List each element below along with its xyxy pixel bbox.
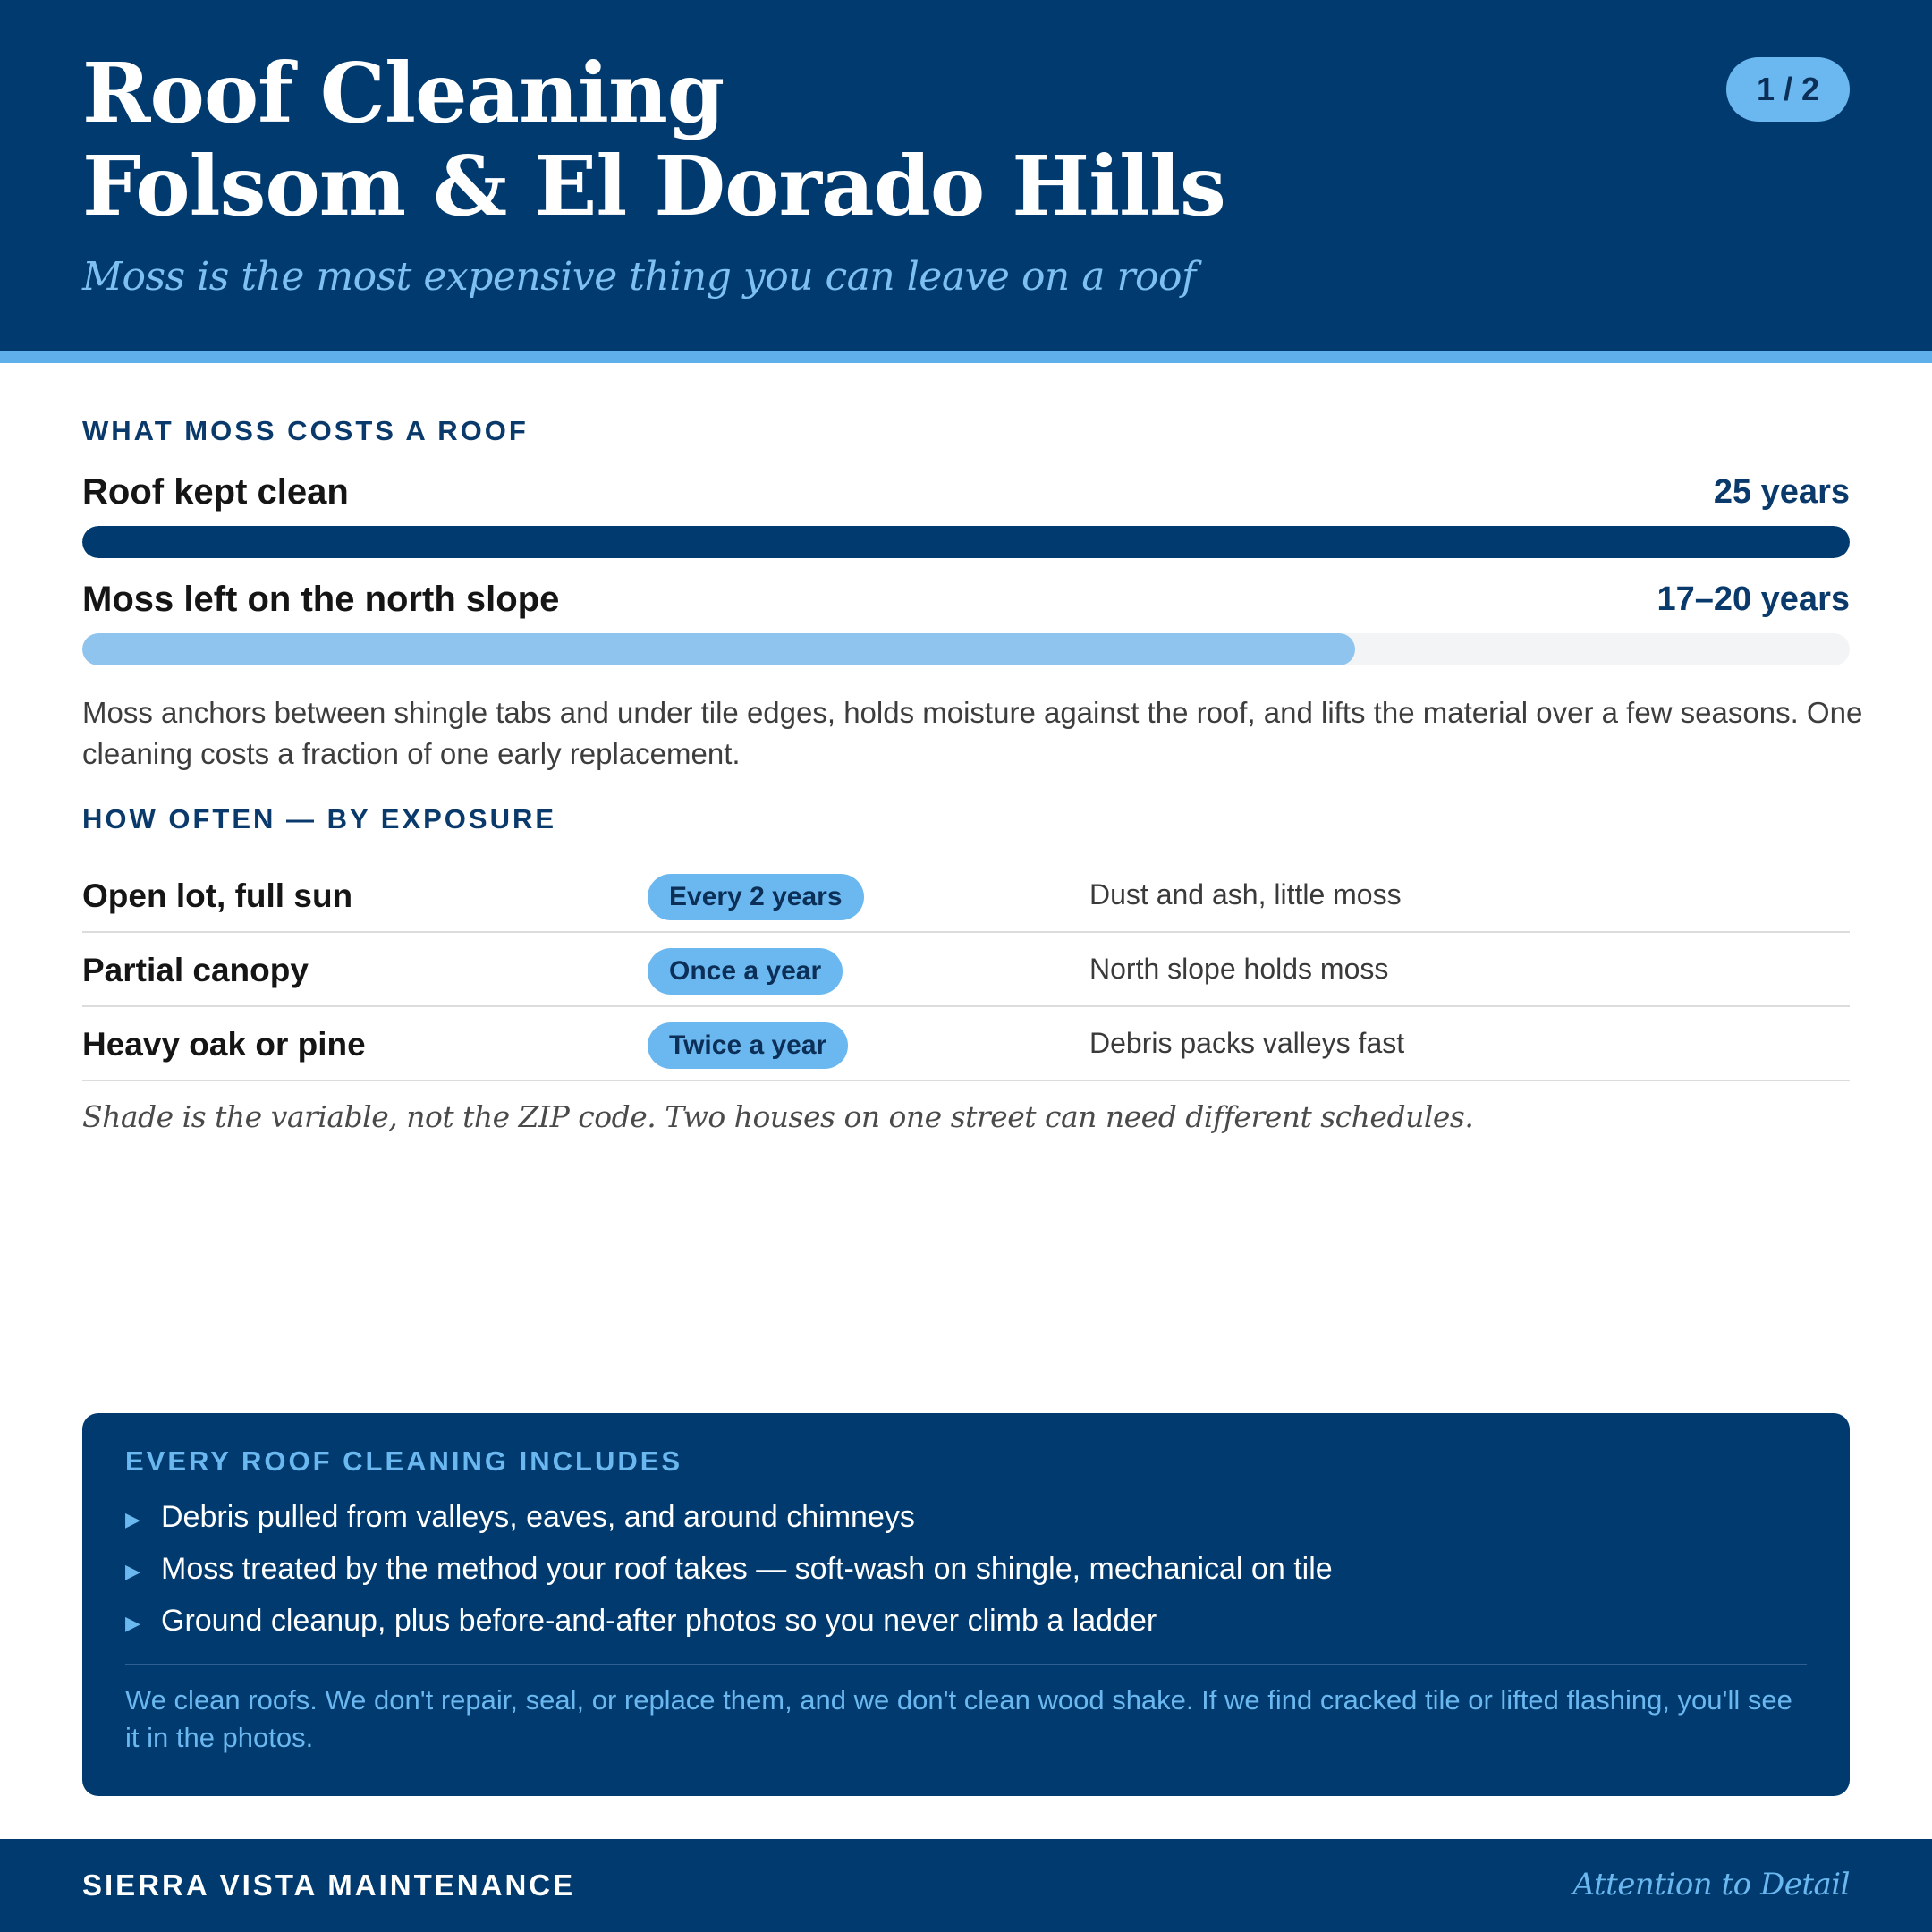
bar-fill-clean bbox=[82, 526, 1850, 558]
divider bbox=[125, 1664, 1807, 1665]
table-row bbox=[82, 1007, 1850, 1081]
bar-label: Moss left on the north slope bbox=[82, 580, 560, 619]
exposure-cell: Partial canopy bbox=[82, 952, 309, 988]
list-item-text: Ground cleanup, plus before-and-after photos so you never climb a ladder bbox=[161, 1604, 1157, 1638]
bar-value: 25 years bbox=[1713, 473, 1850, 511]
bar-track bbox=[82, 526, 1850, 558]
header-accent-stripe bbox=[0, 351, 1932, 363]
exposure-cell: Open lot, full sun bbox=[82, 877, 353, 914]
footer-band bbox=[0, 1839, 1932, 1932]
note-cell: North slope holds moss bbox=[1089, 953, 1389, 985]
frequency-caption: Shade is the variable, not the ZIP code. Two houses on one street can need different schedules. bbox=[82, 1099, 1474, 1134]
note-cell: Dust and ash, little moss bbox=[1089, 878, 1402, 911]
footer-tagline: Attention to Detail bbox=[1572, 1867, 1850, 1902]
includes-disclaimer: We clean roofs. We don't repair, seal, or replace them, and we don't clean wood shake. If we find cracked tile or lifted flashing, you'll see it in the photos. bbox=[125, 1684, 1792, 1753]
triangle-right-icon: ▶ bbox=[125, 1508, 140, 1530]
frequency-pill: Once a year bbox=[648, 948, 843, 995]
bar-track bbox=[82, 633, 1850, 665]
table-row bbox=[82, 933, 1850, 1007]
cost-section-heading: WHAT MOSS COSTS A ROOF bbox=[82, 415, 529, 446]
bar-label: Roof kept clean bbox=[82, 472, 349, 512]
list-item-text: Moss treated by the method your roof takes — soft-wash on shingle, mechanical on tile bbox=[161, 1552, 1333, 1586]
title-line-1: Roof Cleaning bbox=[82, 45, 724, 141]
footer-brand: SIERRA VISTA MAINTENANCE bbox=[82, 1868, 576, 1902]
page-subtitle: Moss is the most expensive thing you can leave on a roof bbox=[82, 254, 1196, 300]
page-indicator-badge: 1 / 2 bbox=[1726, 57, 1850, 122]
includes-heading: EVERY ROOF CLEANING INCLUDES bbox=[125, 1445, 683, 1477]
bar-fill-moss bbox=[82, 633, 1355, 665]
frequency-table bbox=[82, 859, 1850, 1081]
frequency-section-heading: HOW OFTEN — BY EXPOSURE bbox=[82, 803, 557, 835]
list-item-text: Debris pulled from valleys, eaves, and around chimneys bbox=[161, 1500, 915, 1534]
frequency-pill: Every 2 years bbox=[648, 874, 864, 920]
triangle-right-icon: ▶ bbox=[125, 1560, 140, 1582]
triangle-right-icon: ▶ bbox=[125, 1612, 140, 1634]
note-cell: Debris packs valleys fast bbox=[1089, 1027, 1405, 1059]
bar-value: 17–20 years bbox=[1657, 580, 1850, 618]
header-band bbox=[0, 0, 1932, 351]
frequency-pill: Twice a year bbox=[648, 1022, 848, 1069]
page-title bbox=[82, 47, 1225, 233]
exposure-cell: Heavy oak or pine bbox=[82, 1026, 366, 1063]
cost-description: Moss anchors between shingle tabs and under tile edges, holds moisture against the roof, and lifts the material over a few seasons. One cleaning costs a fraction of one early replacement. bbox=[82, 696, 1863, 770]
table-row bbox=[82, 859, 1850, 933]
includes-panel bbox=[82, 1413, 1850, 1796]
title-line-2: Folsom & El Dorado Hills bbox=[82, 138, 1225, 234]
